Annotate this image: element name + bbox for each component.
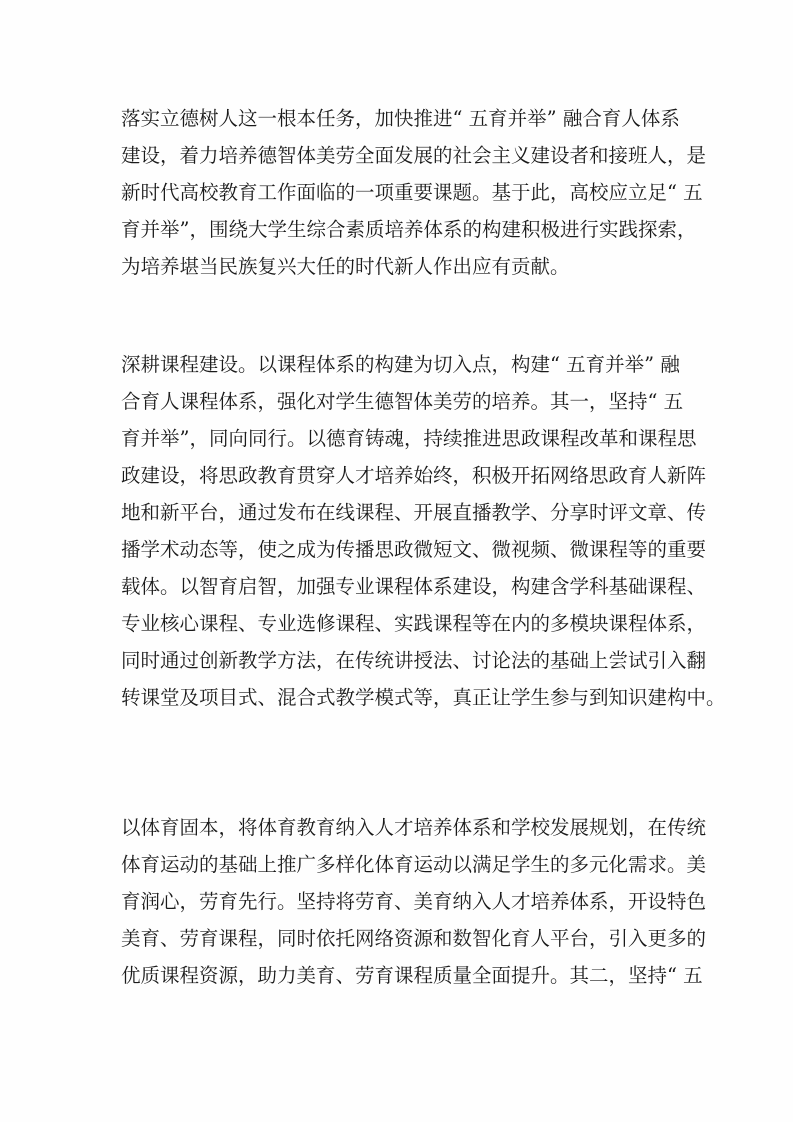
paragraph-line: 深耕课程建设。以课程体系的构建为切入点，构建“ 五育并举” 融 xyxy=(121,353,680,376)
paragraph-line: 播学术动态等，使之成为传播思政微短文、微视频、微课程等的重要 xyxy=(121,538,707,561)
paragraph-line: 载体。以智育启智，加强专业课程体系建设，构建含学科基础课程、 xyxy=(121,575,707,598)
paragraph-line: 美育、劳育课程，同时依托网络资源和数智化育人平台，引入更多的 xyxy=(121,927,707,950)
paragraph-line: 以体育固本，将体育教育纳入人才培养体系和学校发展规划，在传统 xyxy=(121,816,707,839)
paragraph-line: 地和新平台，通过发布在线课程、开展直播教学、分享时评文章、传 xyxy=(121,501,707,524)
paragraph-line: 落实立德树人这一根本任务，加快推进“ 五育并举” 融合育人体系 xyxy=(121,107,680,130)
paragraph-line: 转课堂及项目式、混合式教学模式等，真正让学生参与到知识建构中。 xyxy=(121,686,726,709)
paragraph-line: 育润心，劳育先行。坚持将劳育、美育纳入人才培养体系，开设特色 xyxy=(121,890,707,913)
paragraph-line: 建设，着力培养德智体美劳全面发展的社会主义建设者和接班人，是 xyxy=(121,144,707,167)
paragraph-line: 合育人课程体系，强化对学生德智体美劳的培养。其一，坚持“ 五 xyxy=(121,390,684,413)
paragraph-line: 政建设，将思政教育贯穿人才培养始终，积极开拓网络思政育人新阵 xyxy=(121,464,707,487)
paragraph-line: 育并举”，围绕大学生综合素质培养体系的构建积极进行实践探索， xyxy=(121,218,697,241)
paragraph-line: 体育运动的基础上推广多样化体育运动以满足学生的多元化需求。美 xyxy=(121,853,707,876)
paragraph-line: 育并举”，同向同行。以德育铸魂，持续推进思政课程改革和课程思 xyxy=(121,427,697,450)
paragraph-line: 新时代高校教育工作面临的一项重要课题。基于此，高校应立足“ 五 xyxy=(121,181,703,204)
paragraph-1 xyxy=(121,100,707,285)
paragraph-2 xyxy=(121,346,726,716)
paragraph-line: 为培养堪当民族复兴大任的时代新人作出应有贡献。 xyxy=(121,255,570,278)
paragraph-3 xyxy=(121,809,707,994)
paragraph-line: 优质课程资源，助力美育、劳育课程质量全面提升。其二，坚持“ 五 xyxy=(121,964,703,987)
paragraph-line: 专业核心课程、专业选修课程、实践课程等在内的多模块课程体系， xyxy=(121,612,707,635)
paragraph-line: 同时通过创新教学方法，在传统讲授法、讨论法的基础上尝试引入翻 xyxy=(121,649,707,672)
